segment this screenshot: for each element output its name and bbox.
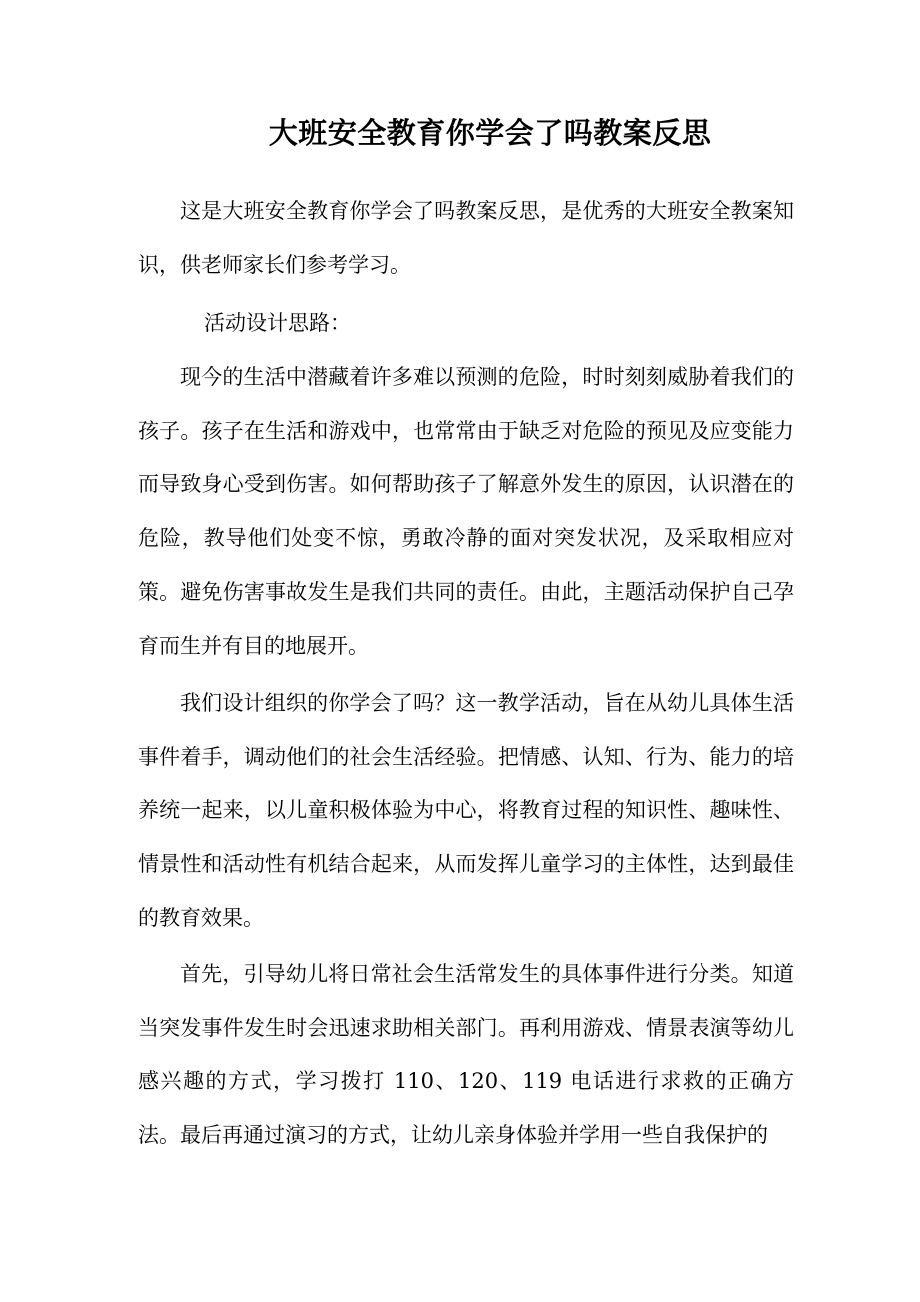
document-title: 大班安全教育你学会了吗教案反思: [268, 116, 712, 150]
body-paragraph: 现今的生活中潜藏着许多难以预测的危险，时时刻刻威胁着我们的孩子。孩子在生活和游戏中，也常常由于缺乏对危险的预见及应变能力而导致身心受到伤害。如何帮助孩子了解意外发生的原因，认识潜在的危险，教导他们处变不惊，勇敢冷静的面对突发状况，及采取相应对策。避免伤害事故发生是我们共同的责任。由此，主题活动保护自己孕育而生并有目的地展开。: [138, 365, 794, 658]
body-paragraph: 首先，引导幼儿将日常社会生活常发生的具体事件进行分类。知道当突发事件发生时会迅速求助相关部门。再利用游戏、情景表演等幼儿感兴趣的方式，学习拨打 110、120、119 电话进行求救的正确方法。最后再通过演习的方式，让幼儿亲身体验并学用一些自我保护的: [138, 962, 794, 1148]
body-paragraph: 我们设计组织的你学会了吗？这一教学活动，旨在从幼儿具体生活事件着手，调动他们的社会生活经验。把情感、认知、行为、能力的培养统一起来，以儿童积极体验为中心，将教育过程的知识性、趣味性、情景性和活动性有机结合起来，从而发挥儿童学习的主体性，达到最佳的教育效果。: [138, 691, 794, 930]
section-heading: 活动设计思路：: [204, 311, 351, 335]
intro-paragraph: 这是大班安全教育你学会了吗教案反思，是优秀的大班安全教案知识，供老师家长们参考学习。: [138, 199, 794, 277]
